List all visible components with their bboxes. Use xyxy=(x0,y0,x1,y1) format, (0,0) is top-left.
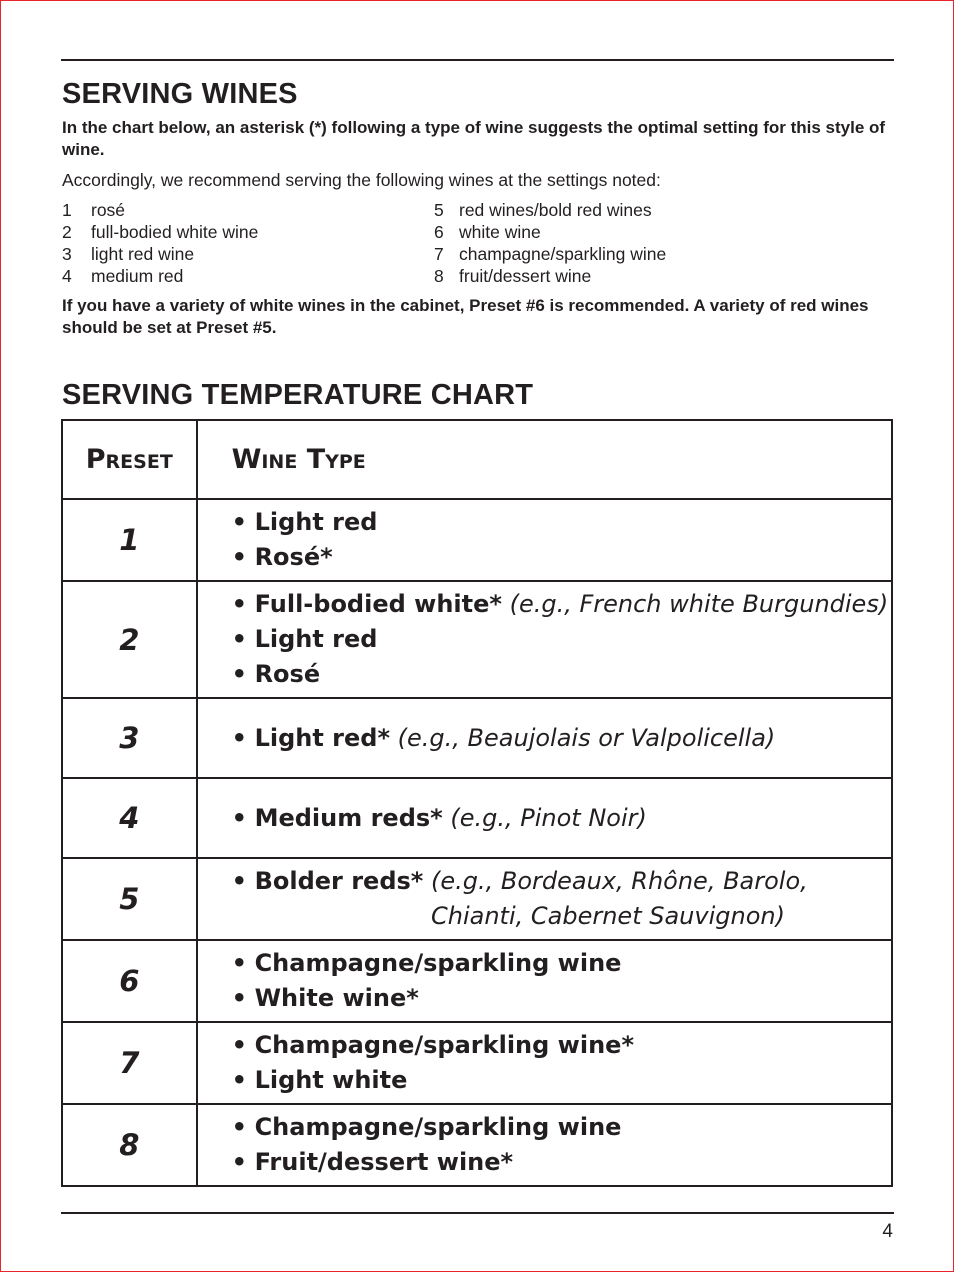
preset-number: 1 xyxy=(62,499,197,581)
serving-wines-title: SERVING WINES xyxy=(62,78,298,110)
table-row xyxy=(62,698,892,778)
preset-item xyxy=(62,221,258,243)
asterisk-note: In the chart below, an asterisk (*) following a type of wine suggests the optimal setting for this style of wine. xyxy=(62,118,886,159)
serving-temperature-table xyxy=(61,419,893,1187)
wine-name: Light red* xyxy=(254,723,391,752)
bullet: • xyxy=(231,1066,247,1094)
wine-entry xyxy=(232,540,891,575)
bullet: • xyxy=(231,1113,247,1141)
table-row xyxy=(62,778,892,858)
bullet: • xyxy=(231,508,247,536)
wine-type-cell xyxy=(197,940,892,1022)
preset-item xyxy=(434,243,666,265)
preset-item-label: red wines/bold red wines xyxy=(459,200,652,220)
wine-type-column-header: Wine Type xyxy=(197,420,892,499)
wine-name: Bolder reds* xyxy=(254,867,424,895)
table-row xyxy=(62,1022,892,1104)
wine-type-cell xyxy=(197,778,892,858)
table-row xyxy=(62,581,892,698)
preset-item-number: 4 xyxy=(62,266,72,286)
recommendation-intro: Accordingly, we recommend serving the following wines at the settings noted: xyxy=(62,170,661,190)
wine-type-cell xyxy=(197,858,892,940)
preset-number: 4 xyxy=(62,778,197,858)
wine-name: Champagne/sparkling wine xyxy=(254,1113,622,1141)
top-rule xyxy=(61,59,894,61)
preset-item-number: 7 xyxy=(434,244,444,264)
preset-item xyxy=(62,199,125,221)
wine-name: Light red xyxy=(254,508,378,536)
wine-entry xyxy=(232,801,891,836)
preset-number: 5 xyxy=(62,858,197,940)
wine-type-cell xyxy=(197,1022,892,1104)
wine-entry xyxy=(232,622,891,657)
wine-name: Champagne/sparkling wine xyxy=(254,949,622,977)
bullet: • xyxy=(231,1031,247,1059)
wine-entry xyxy=(232,1110,891,1145)
preset-item-label: fruit/dessert wine xyxy=(459,266,592,286)
preset-item xyxy=(62,243,194,265)
wine-name: Light white xyxy=(254,1066,408,1094)
bullet: • xyxy=(231,984,247,1012)
table-row xyxy=(62,858,892,940)
preset-item-label: white wine xyxy=(459,222,541,242)
wine-name: Rosé xyxy=(254,660,321,688)
wine-entry xyxy=(232,1063,891,1098)
wine-name: Rosé* xyxy=(254,543,333,571)
preset-item-number: 6 xyxy=(434,222,444,242)
preset-item-number: 2 xyxy=(62,222,72,242)
wine-example: (e.g., Bordeaux, Rhône, Barolo, Chianti, Cabernet Sauvignon) xyxy=(431,867,808,930)
bullet: • xyxy=(231,723,247,752)
table-header-row xyxy=(62,420,892,499)
preset-number: 2 xyxy=(62,581,197,698)
preset-item-number: 5 xyxy=(434,200,444,220)
wine-entry xyxy=(232,1028,891,1063)
wine-name: White wine* xyxy=(254,984,419,1012)
bullet: • xyxy=(231,949,247,977)
chart-title: SERVING TEMPERATURE CHART xyxy=(62,379,534,411)
wine-name: Champagne/sparkling wine* xyxy=(254,1031,634,1059)
wine-entry xyxy=(232,657,891,692)
wine-entry xyxy=(232,864,891,934)
bullet: • xyxy=(231,803,247,832)
preset-item-number: 1 xyxy=(62,200,72,220)
preset-column-header: Preset xyxy=(62,420,197,499)
preset-item xyxy=(434,221,541,243)
preset-item-label: rosé xyxy=(91,200,126,220)
wine-name: Medium reds* xyxy=(254,803,443,832)
wine-type-cell xyxy=(197,698,892,778)
bullet: • xyxy=(231,867,247,895)
preset-item xyxy=(434,199,652,221)
table-row xyxy=(62,940,892,1022)
wine-type-cell xyxy=(197,499,892,581)
preset-item xyxy=(62,265,183,287)
bullet: • xyxy=(231,590,247,618)
variety-note: If you have a variety of white wines in the cabinet, Preset #6 is recommended. A variety of red wines should be set at Preset #5. xyxy=(62,296,869,337)
preset-item xyxy=(434,265,591,287)
preset-number: 7 xyxy=(62,1022,197,1104)
wine-entry xyxy=(232,721,891,756)
wine-entry xyxy=(232,981,891,1016)
wine-example: (e.g., Beaujolais or Valpolicella) xyxy=(397,723,776,752)
table-row xyxy=(62,1104,892,1186)
preset-item-label: full-bodied white wine xyxy=(91,222,259,242)
wine-type-cell xyxy=(197,581,892,698)
preset-number: 8 xyxy=(62,1104,197,1186)
wine-entry xyxy=(232,946,891,981)
preset-item-label: light red wine xyxy=(91,244,195,264)
page-number: 4 xyxy=(882,1221,893,1242)
bullet: • xyxy=(231,1148,247,1176)
table-row xyxy=(62,499,892,581)
bottom-rule xyxy=(61,1212,894,1214)
bullet: • xyxy=(231,543,247,571)
wine-example: (e.g., French white Burgundies) xyxy=(509,590,889,618)
wine-entry xyxy=(232,505,891,540)
preset-item-number: 8 xyxy=(434,266,444,286)
bullet: • xyxy=(231,660,247,688)
wine-example: (e.g., Pinot Noir) xyxy=(450,803,647,832)
wine-entry xyxy=(232,1145,891,1180)
wine-type-cell xyxy=(197,1104,892,1186)
wine-name: Light red xyxy=(254,625,378,653)
preset-item-number: 3 xyxy=(62,244,72,264)
preset-item-label: champagne/sparkling wine xyxy=(459,244,667,264)
wine-name: Full-bodied white* xyxy=(254,590,502,618)
bullet: • xyxy=(231,625,247,653)
preset-number: 3 xyxy=(62,698,197,778)
wine-entry xyxy=(232,587,891,622)
wine-name: Fruit/dessert wine* xyxy=(254,1148,514,1176)
preset-number: 6 xyxy=(62,940,197,1022)
preset-item-label: medium red xyxy=(91,266,184,286)
